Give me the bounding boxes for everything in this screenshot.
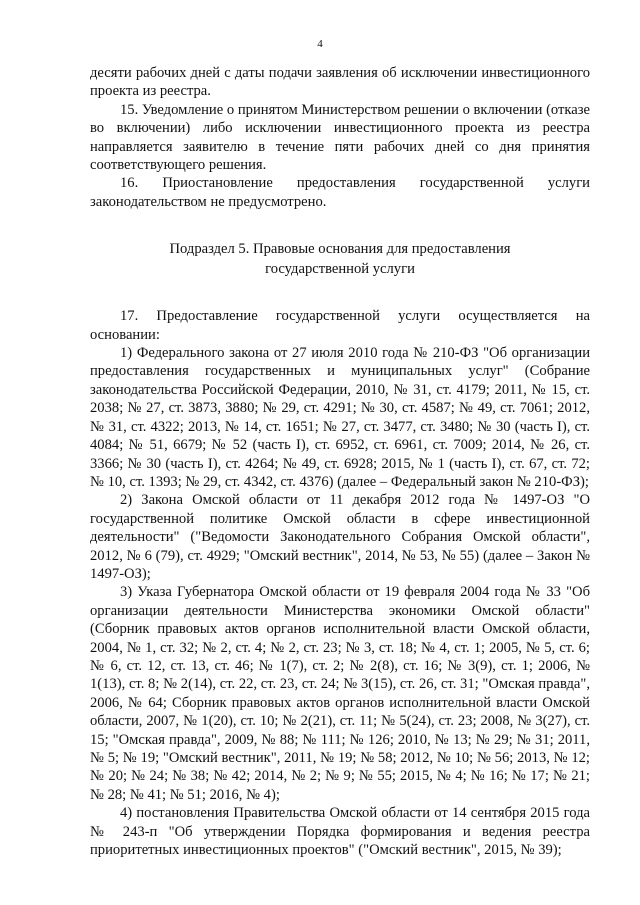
document-body	[90, 64, 590, 859]
legal-basis-item-4: 4) постановления Правительства Омской области от 14 сентября 2015 года № 243-п "Об утверждении Порядка формирования и ведения реестра приоритетных инвестиционных проектов" ("Омский вестник", 2015, № 39);	[90, 805, 590, 859]
paragraph-continuation: десяти рабочих дней с даты подачи заявления об исключении инвестиционного проекта из реестра.	[90, 65, 590, 100]
page-number: 4	[317, 38, 323, 50]
section-heading-line-2: государственной услуги	[265, 261, 415, 278]
legal-basis-item-2: 2) Закона Омской области от 11 декабря 2012 года № 1497-ОЗ "О государственной политике Омской области в сфере инвестиционной деятельности" ("Ведомости Законодательного Собрания Омской области", 2012, № 6 (79), ст. 4929; "Омский вестник", 2014, № 53, № 55) (далее – Закон № 1497-ОЗ);	[90, 492, 590, 582]
paragraph-15: 15. Уведомление о принятом Министерством решении о включении (отказе во включении) либо исключении инвестиционного проекта из реестра направляется заявителю в течение пяти рабочих дней со дня принятия соответствующего решения.	[90, 101, 590, 174]
legal-basis-item-1: 1) Федерального закона от 27 июля 2010 года № 210-ФЗ "Об организации предоставления государственных и муниципальных услуг" (Собрание законодательства Российской Федерации, 2010, № 31, ст. 4179; 2011, № 15, ст. 2038; № 27, ст. 3873, 3880; № 29, ст. 4291; № 30, ст. 4587; № 49, ст. 7061; 2012, № 31, ст. 4322; 2013, № 14, ст. 1651; № 27, ст. 3477, ст. 3480; № 30 (часть I), ст. 4084; № 51, 6679; № 52 (часть I), ст. 6952, ст. 6961, ст. 7009; 2014, № 26, ст. 3366; № 30 (часть I), ст. 4264; № 49, ст. 6928; 2015, № 1 (часть I), ст. 67, ст. 72; № 10, ст. 1393; № 29, ст. 4342, ст. 4376) (далее – Федеральный закон № 210-ФЗ);	[90, 345, 590, 490]
legal-basis-item-3: 3) Указа Губернатора Омской области от 19 февраля 2004 года № 33 "Об организации деятельности Министерства экономики Омской области" (Сборник правовых актов органов исполнительной власти Омской области, 2004, № 1, ст. 32; № 2, ст. 4; № 2, ст. 23; № 3, ст. 18; № 4, ст. 1; 2005, № 5, ст. 6; № 6, ст. 12, ст. 13, ст. 46; № 1(7), ст. 2; № 2(8), ст. 16; № 3(9), ст. 1; 2006, № 1(13), ст. 8; № 2(14), ст. 22, ст. 23, ст. 24; № 3(15), ст. 26, ст. 31; "Омская правда", 2006, № 64; Сборник правовых актов органов исполнительной власти Омской области, 2007, № 1(20), ст. 10; № 2(21), ст. 11; № 5(24), ст. 23; 2008, № 3(27), ст. 15; "Омская правда", 2009, № 88; № 111; № 126; 2010, № 13; № 29; № 31; 2011, № 5; № 19; "Омский вестник", 2011, № 19; № 58; 2012, № 10; № 56; 2013, № 12; № 20; № 24; № 38; № 42; 2014, № 2; № 9; № 55; 2015, № 4; № 16; № 17; № 21; № 28; № 41; № 51; 2016, № 4);	[90, 584, 590, 803]
paragraph-16: 16. Приостановление предоставления государственной услуги законодательством не предусмотрено.	[90, 175, 590, 210]
section-heading-line-1: Подраздел 5. Правовые основания для предоставления	[169, 241, 511, 258]
paragraph-17: 17. Предоставление государственной услуги осуществляется на основании:	[90, 308, 590, 343]
section-heading	[90, 239, 590, 279]
